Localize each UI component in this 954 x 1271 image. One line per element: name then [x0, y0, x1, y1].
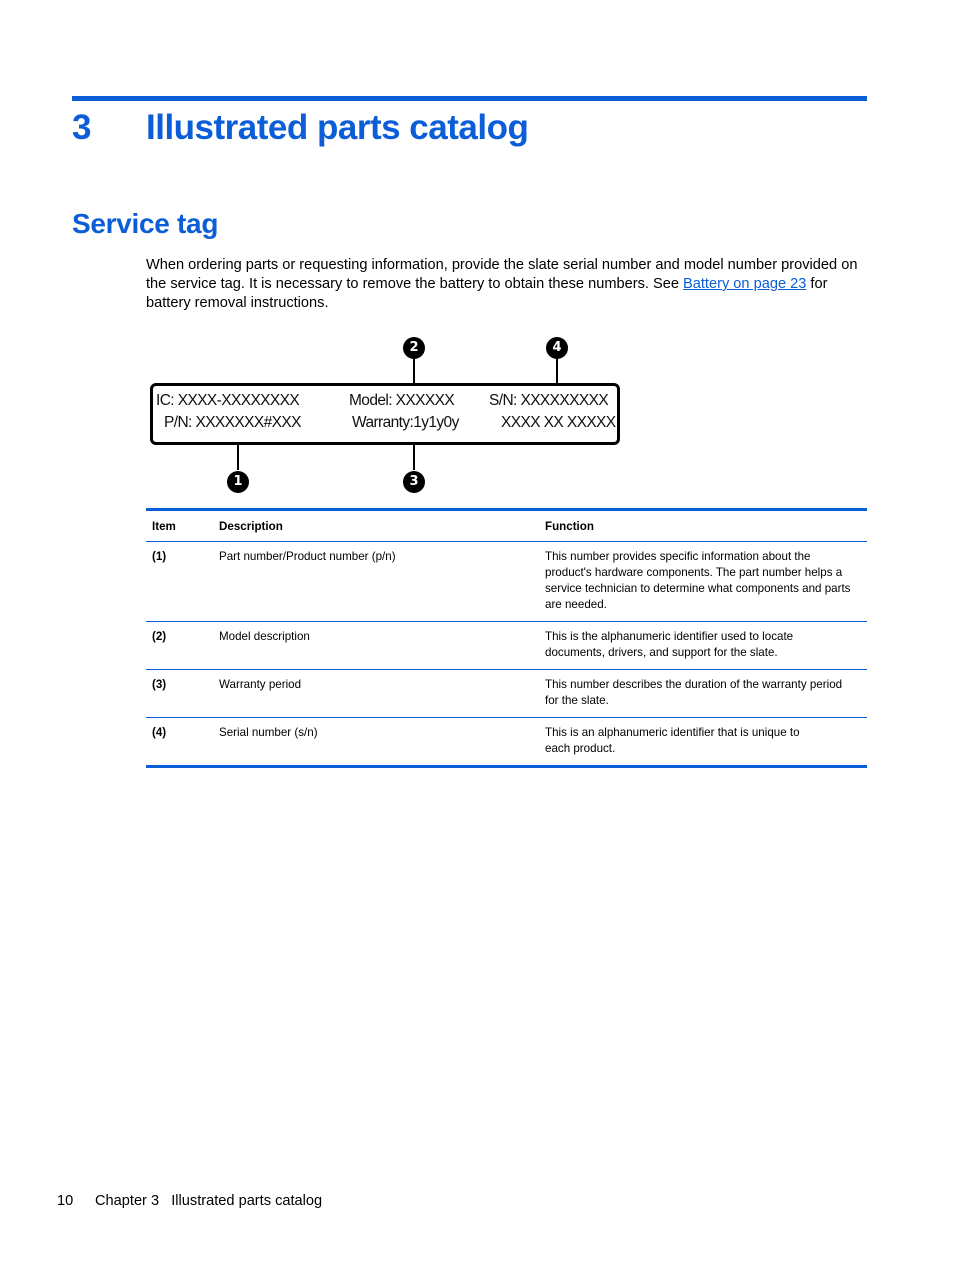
callout-2-leader: [413, 358, 415, 386]
header-description: Description: [219, 520, 283, 533]
intro-text-after: for battery removal instructions.: [146, 276, 828, 311]
header-item: Item: [152, 520, 176, 533]
intro-paragraph: [146, 256, 868, 313]
ic-text: IC: XXXX-XXXXXXXX: [156, 392, 300, 409]
callout-3-marker: 3: [403, 471, 425, 493]
footer-chapter-label: Chapter 3 Illustrated parts catalog: [95, 1193, 323, 1209]
row-function-text: This is the alphanumeric identifier used to locate documents, drivers, and support for the slate.: [545, 630, 794, 659]
table-row: [146, 718, 867, 767]
table-row: [146, 670, 867, 718]
table-row: [146, 542, 867, 622]
section-title: Service tag: [72, 208, 219, 239]
sn-text: S/N: XXXXXXXXX: [489, 392, 609, 409]
row-function: [539, 670, 867, 718]
row-item: (1): [152, 550, 167, 563]
callout-1-leader: [237, 442, 239, 470]
callout-4-leader: [556, 358, 558, 386]
parts-table: [146, 508, 867, 768]
row-function-text: This number provides specific information about the product's hardware components. The part number helps a service technician to determine what components and parts are needed.: [545, 550, 851, 611]
callout-1-marker: 1: [227, 471, 249, 493]
row-function: [539, 718, 867, 767]
model-text: Model: XXXXXX: [349, 392, 455, 409]
pn-text: P/N: XXXXXXX#XXX: [164, 414, 301, 431]
page-number: 10: [57, 1193, 74, 1209]
callout-3-leader: [413, 442, 415, 470]
page-footer: [57, 1193, 322, 1209]
callout-2-marker: 2: [403, 337, 425, 359]
row-description: Warranty period: [219, 678, 302, 691]
chapter-number: 3: [72, 108, 91, 147]
sn-code-text: XXXX XX XXXXX: [501, 414, 616, 431]
row-item: (2): [152, 630, 167, 643]
row-item: (3): [152, 678, 167, 691]
table-row: [146, 622, 867, 670]
chapter-heading: [72, 108, 528, 156]
row-function-text: This is an alphanumeric identifier that is unique to each product.: [545, 726, 800, 755]
battery-link[interactable]: Battery on page 23: [683, 276, 807, 292]
service-tag-figure: [146, 334, 626, 496]
row-item: (4): [152, 726, 167, 739]
callout-4-marker: 4: [546, 337, 568, 359]
row-function-text: This number describes the duration of the warranty period for the slate.: [545, 678, 843, 707]
intro-text-before: When ordering parts or requesting information, provide the slate serial number and model number provided on the service tag. It is necessary to remove the battery to obtain these numbers. See: [146, 257, 858, 292]
table-header-row: [146, 510, 867, 542]
row-function: [539, 622, 867, 670]
row-function: [539, 542, 867, 622]
chapter-title: Illustrated parts catalog: [146, 108, 529, 147]
row-description: Model description: [219, 630, 310, 643]
chapter-rule: [72, 96, 867, 101]
row-description: Serial number (s/n): [219, 726, 318, 739]
header-function: Function: [545, 520, 594, 533]
warranty-text: Warranty:1y1y0y: [352, 414, 459, 431]
row-description: Part number/Product number (p/n): [219, 550, 396, 563]
